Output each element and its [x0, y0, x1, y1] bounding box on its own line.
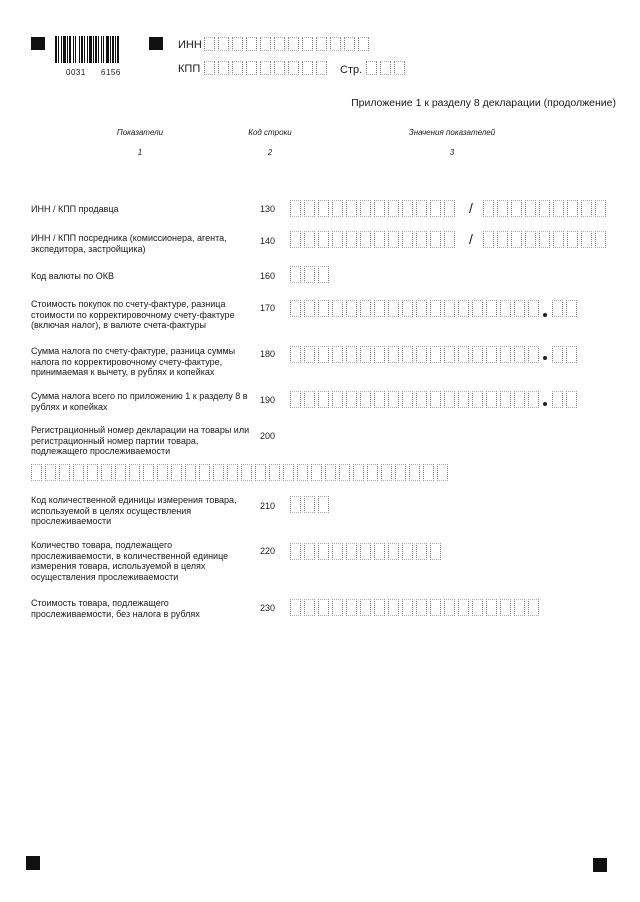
- page-number-field[interactable]: [366, 61, 408, 75]
- input-cell[interactable]: [552, 346, 563, 363]
- input-cell[interactable]: [595, 200, 606, 217]
- input-cell[interactable]: [430, 391, 441, 408]
- row-140-label: ИНН / КПП посредника (комиссионера, агента, экспедитора, застройщика): [31, 233, 227, 254]
- input-cell[interactable]: [528, 391, 539, 408]
- input-cell[interactable]: [380, 61, 391, 75]
- input-cell[interactable]: [402, 300, 413, 317]
- input-cell[interactable]: [566, 391, 577, 408]
- input-cell[interactable]: [332, 231, 343, 248]
- input-cell[interactable]: [304, 231, 315, 248]
- input-cell[interactable]: [444, 346, 455, 363]
- input-cell[interactable]: [402, 543, 413, 560]
- input-cell[interactable]: [458, 346, 469, 363]
- input-cell[interactable]: [290, 543, 301, 560]
- input-cell[interactable]: [514, 599, 525, 616]
- input-cell[interactable]: [444, 599, 455, 616]
- input-cell[interactable]: [288, 37, 299, 51]
- input-cell[interactable]: [539, 231, 550, 248]
- input-cell[interactable]: [318, 496, 329, 513]
- column-header-indicators: Показатели: [116, 128, 164, 137]
- input-cell[interactable]: [416, 200, 427, 217]
- input-cell[interactable]: [444, 231, 455, 248]
- input-cell[interactable]: [290, 266, 301, 283]
- input-cell[interactable]: [290, 496, 301, 513]
- input-cell[interactable]: [472, 391, 483, 408]
- row-200-label: Регистрационный номер декларации на товары или регистрационный номер партии товара, подлежащего прослеживаемости: [31, 425, 250, 456]
- input-cell[interactable]: [553, 200, 564, 217]
- input-cell[interactable]: [500, 599, 511, 616]
- input-cell[interactable]: [402, 391, 413, 408]
- input-cell[interactable]: [129, 464, 140, 481]
- row-180-fraction-field[interactable]: [552, 346, 580, 363]
- input-cell[interactable]: [290, 200, 301, 217]
- input-cell[interactable]: [430, 231, 441, 248]
- input-cell[interactable]: [511, 231, 522, 248]
- row-180-code: 180: [260, 349, 276, 359]
- row-140-code: 140: [260, 236, 276, 246]
- input-cell[interactable]: [332, 599, 343, 616]
- input-cell[interactable]: [204, 37, 215, 51]
- input-cell[interactable]: [595, 231, 606, 248]
- input-cell[interactable]: [358, 37, 369, 51]
- input-cell[interactable]: [528, 599, 539, 616]
- row-140-inn-field[interactable]: [290, 231, 458, 248]
- input-cell[interactable]: [552, 391, 563, 408]
- row-130-label: ИНН / КПП продавца: [31, 204, 119, 214]
- input-cell[interactable]: [290, 391, 301, 408]
- input-cell[interactable]: [486, 391, 497, 408]
- input-cell[interactable]: [346, 300, 357, 317]
- input-cell[interactable]: [304, 543, 315, 560]
- input-cell[interactable]: [430, 599, 441, 616]
- input-cell[interactable]: [409, 464, 420, 481]
- input-cell[interactable]: [346, 346, 357, 363]
- input-cell[interactable]: [483, 200, 494, 217]
- row-230-label: Стоимость товара, подлежащего прослеживаемости, без налога в рублях: [31, 598, 200, 619]
- barcode-number-right: 6156: [101, 68, 121, 77]
- input-cell[interactable]: [388, 543, 399, 560]
- input-cell[interactable]: [311, 464, 322, 481]
- input-cell[interactable]: [472, 599, 483, 616]
- row-140-separator: /: [469, 231, 473, 247]
- column-header-line-code: Код строки: [248, 128, 292, 137]
- row-220-code: 220: [260, 546, 276, 556]
- input-cell[interactable]: [274, 61, 285, 75]
- input-cell[interactable]: [346, 391, 357, 408]
- input-cell[interactable]: [500, 391, 511, 408]
- input-cell[interactable]: [514, 391, 525, 408]
- input-cell[interactable]: [511, 200, 522, 217]
- input-cell[interactable]: [388, 300, 399, 317]
- input-cell[interactable]: [45, 464, 56, 481]
- input-cell[interactable]: [283, 464, 294, 481]
- input-cell[interactable]: [444, 300, 455, 317]
- page-number-label: Стр.: [340, 64, 363, 76]
- input-cell[interactable]: [157, 464, 168, 481]
- input-cell[interactable]: [367, 464, 378, 481]
- input-cell[interactable]: [59, 464, 70, 481]
- input-cell[interactable]: [316, 61, 327, 75]
- input-cell[interactable]: [330, 37, 341, 51]
- row-190-code: 190: [260, 395, 276, 405]
- corner-marker-top-left: [31, 37, 45, 50]
- input-cell[interactable]: [444, 200, 455, 217]
- input-cell[interactable]: [185, 464, 196, 481]
- row-190-fraction-field[interactable]: [552, 391, 580, 408]
- input-cell[interactable]: [346, 200, 357, 217]
- input-cell[interactable]: [101, 464, 112, 481]
- row-180-decimal-point: [543, 356, 547, 360]
- input-cell[interactable]: [204, 61, 215, 75]
- input-cell[interactable]: [353, 464, 364, 481]
- input-cell[interactable]: [339, 464, 350, 481]
- input-cell[interactable]: [402, 599, 413, 616]
- input-cell[interactable]: [232, 37, 243, 51]
- row-170-integer-field[interactable]: [290, 300, 542, 317]
- input-cell[interactable]: [566, 346, 577, 363]
- row-180-label: Сумма налога по счету-фактуре, разница суммы налога по корректировочному счету-фактуре, принимаемая к вычету, в рублях и копейках: [31, 346, 236, 377]
- input-cell[interactable]: [430, 200, 441, 217]
- input-cell[interactable]: [87, 464, 98, 481]
- input-cell[interactable]: [227, 464, 238, 481]
- row-170-decimal-point: [543, 313, 547, 317]
- row-160-code: 160: [260, 271, 276, 281]
- input-cell[interactable]: [332, 300, 343, 317]
- column-header-values: Значения показателей: [408, 128, 496, 137]
- input-cell[interactable]: [360, 300, 371, 317]
- input-cell[interactable]: [360, 200, 371, 217]
- input-cell[interactable]: [552, 300, 563, 317]
- input-cell[interactable]: [325, 464, 336, 481]
- input-cell[interactable]: [290, 599, 301, 616]
- column-number-2: 2: [267, 148, 273, 157]
- input-cell[interactable]: [332, 391, 343, 408]
- corner-marker-bottom-right: [593, 858, 607, 872]
- input-cell[interactable]: [388, 346, 399, 363]
- input-cell[interactable]: [374, 231, 385, 248]
- input-cell[interactable]: [567, 231, 578, 248]
- input-cell[interactable]: [318, 200, 329, 217]
- corner-marker-top-right: [149, 37, 163, 50]
- input-cell[interactable]: [332, 543, 343, 560]
- input-cell[interactable]: [288, 61, 299, 75]
- row-160-label: Код валюты по ОКВ: [31, 271, 115, 281]
- input-cell[interactable]: [318, 391, 329, 408]
- input-cell[interactable]: [497, 200, 508, 217]
- row-210-label: Код количественной единицы измерения товара, используемой в целях осуществления прослеживаемости: [31, 495, 237, 526]
- input-cell[interactable]: [304, 200, 315, 217]
- input-cell[interactable]: [318, 300, 329, 317]
- input-cell[interactable]: [458, 391, 469, 408]
- row-210-code: 210: [260, 501, 276, 511]
- input-cell[interactable]: [246, 61, 257, 75]
- input-cell[interactable]: [318, 231, 329, 248]
- input-cell[interactable]: [115, 464, 126, 481]
- row-160-currency-field[interactable]: [290, 266, 332, 283]
- input-cell[interactable]: [388, 200, 399, 217]
- row-130-inn-field[interactable]: [290, 200, 458, 217]
- input-cell[interactable]: [416, 231, 427, 248]
- input-cell[interactable]: [255, 464, 266, 481]
- input-cell[interactable]: [218, 37, 229, 51]
- input-cell[interactable]: [402, 200, 413, 217]
- column-number-1: 1: [137, 148, 143, 157]
- input-cell[interactable]: [416, 300, 427, 317]
- input-cell[interactable]: [430, 543, 441, 560]
- input-cell[interactable]: [525, 231, 536, 248]
- input-cell[interactable]: [318, 266, 329, 283]
- input-cell[interactable]: [246, 37, 257, 51]
- column-number-3: 3: [449, 148, 455, 157]
- row-200-registration-number-field[interactable]: [31, 464, 451, 481]
- input-cell[interactable]: [514, 300, 525, 317]
- input-cell[interactable]: [269, 464, 280, 481]
- input-cell[interactable]: [486, 599, 497, 616]
- input-cell[interactable]: [486, 346, 497, 363]
- input-cell[interactable]: [388, 391, 399, 408]
- input-cell[interactable]: [318, 543, 329, 560]
- input-cell[interactable]: [458, 599, 469, 616]
- input-cell[interactable]: [366, 61, 377, 75]
- barcode-number-left: 0031: [66, 68, 86, 77]
- input-cell[interactable]: [73, 464, 84, 481]
- row-220-label: Количество товара, подлежащего прослеживаемости, в количественной единице измерения товара, используемой в целях осуществления прослеживаемости: [31, 540, 229, 582]
- input-cell[interactable]: [290, 346, 301, 363]
- input-cell[interactable]: [514, 346, 525, 363]
- input-cell[interactable]: [304, 346, 315, 363]
- input-cell[interactable]: [486, 300, 497, 317]
- input-cell[interactable]: [304, 266, 315, 283]
- input-cell[interactable]: [344, 37, 355, 51]
- page-subtitle: Приложение 1 к разделу 8 декларации (продолжение): [351, 97, 616, 109]
- input-cell[interactable]: [143, 464, 154, 481]
- input-cell[interactable]: [316, 37, 327, 51]
- input-cell[interactable]: [423, 464, 434, 481]
- row-170-code: 170: [260, 303, 276, 313]
- input-cell[interactable]: [290, 300, 301, 317]
- input-cell[interactable]: [525, 200, 536, 217]
- input-cell[interactable]: [581, 231, 592, 248]
- kpp-field[interactable]: [204, 61, 330, 75]
- row-230-code: 230: [260, 603, 276, 613]
- input-cell[interactable]: [388, 231, 399, 248]
- input-cell[interactable]: [290, 231, 301, 248]
- row-130-kpp-field[interactable]: [483, 200, 609, 217]
- input-cell[interactable]: [304, 496, 315, 513]
- input-cell[interactable]: [213, 464, 224, 481]
- input-cell[interactable]: [360, 543, 371, 560]
- row-200-code: 200: [260, 431, 276, 441]
- inn-field[interactable]: [204, 37, 372, 51]
- row-180-integer-field[interactable]: [290, 346, 542, 363]
- input-cell[interactable]: [500, 300, 511, 317]
- input-cell[interactable]: [374, 543, 385, 560]
- input-cell[interactable]: [483, 231, 494, 248]
- input-cell[interactable]: [500, 346, 511, 363]
- input-cell[interactable]: [374, 200, 385, 217]
- input-cell[interactable]: [304, 300, 315, 317]
- input-cell[interactable]: [318, 346, 329, 363]
- row-190-label: Сумма налога всего по приложению 1 к разделу 8 в рублях и копейках: [31, 391, 248, 412]
- input-cell[interactable]: [297, 464, 308, 481]
- input-cell[interactable]: [528, 300, 539, 317]
- input-cell[interactable]: [274, 37, 285, 51]
- inn-label: ИНН: [178, 39, 202, 51]
- input-cell[interactable]: [381, 464, 392, 481]
- input-cell[interactable]: [395, 464, 406, 481]
- input-cell[interactable]: [581, 200, 592, 217]
- input-cell[interactable]: [199, 464, 210, 481]
- input-cell[interactable]: [553, 231, 564, 248]
- input-cell[interactable]: [402, 346, 413, 363]
- input-cell[interactable]: [260, 61, 271, 75]
- input-cell[interactable]: [416, 391, 427, 408]
- input-cell[interactable]: [360, 599, 371, 616]
- input-cell[interactable]: [360, 231, 371, 248]
- row-220-quantity-field[interactable]: [290, 543, 444, 560]
- input-cell[interactable]: [374, 300, 385, 317]
- input-cell[interactable]: [416, 346, 427, 363]
- kpp-label: КПП: [178, 63, 201, 75]
- input-cell[interactable]: [458, 300, 469, 317]
- input-cell[interactable]: [416, 543, 427, 560]
- input-cell[interactable]: [171, 464, 182, 481]
- input-cell[interactable]: [218, 61, 229, 75]
- input-cell[interactable]: [388, 599, 399, 616]
- input-cell[interactable]: [528, 346, 539, 363]
- row-190-decimal-point: [543, 402, 547, 406]
- input-cell[interactable]: [430, 346, 441, 363]
- input-cell[interactable]: [346, 599, 357, 616]
- input-cell[interactable]: [31, 464, 42, 481]
- input-cell[interactable]: [402, 231, 413, 248]
- input-cell[interactable]: [346, 543, 357, 560]
- input-cell[interactable]: [374, 599, 385, 616]
- input-cell[interactable]: [302, 37, 313, 51]
- input-cell[interactable]: [332, 346, 343, 363]
- input-cell[interactable]: [374, 346, 385, 363]
- input-cell[interactable]: [437, 464, 448, 481]
- row-140-kpp-field[interactable]: [483, 231, 609, 248]
- input-cell[interactable]: [472, 346, 483, 363]
- row-170-fraction-field[interactable]: [552, 300, 580, 317]
- row-210-unit-code-field[interactable]: [290, 496, 332, 513]
- input-cell[interactable]: [444, 391, 455, 408]
- row-130-separator: /: [469, 200, 473, 216]
- row-230-cost-field[interactable]: [290, 599, 542, 616]
- row-190-integer-field[interactable]: [290, 391, 542, 408]
- input-cell[interactable]: [260, 37, 271, 51]
- input-cell[interactable]: [241, 464, 252, 481]
- input-cell[interactable]: [497, 231, 508, 248]
- input-cell[interactable]: [416, 599, 427, 616]
- input-cell[interactable]: [346, 231, 357, 248]
- page-barcode: [55, 36, 119, 63]
- input-cell[interactable]: [472, 300, 483, 317]
- input-cell[interactable]: [232, 61, 243, 75]
- corner-marker-bottom-left: [26, 856, 40, 870]
- input-cell[interactable]: [394, 61, 405, 75]
- input-cell[interactable]: [318, 599, 329, 616]
- row-170-label: Стоимость покупок по счету-фактуре, разница стоимости по корректировочному счету-фактуре (включая налог), в валюте счета-фактуры: [31, 299, 235, 330]
- input-cell[interactable]: [304, 599, 315, 616]
- row-130-code: 130: [260, 204, 276, 214]
- input-cell[interactable]: [360, 346, 371, 363]
- input-cell[interactable]: [304, 391, 315, 408]
- input-cell[interactable]: [539, 200, 550, 217]
- input-cell[interactable]: [374, 391, 385, 408]
- input-cell[interactable]: [332, 200, 343, 217]
- input-cell[interactable]: [302, 61, 313, 75]
- input-cell[interactable]: [430, 300, 441, 317]
- input-cell[interactable]: [567, 200, 578, 217]
- input-cell[interactable]: [360, 391, 371, 408]
- input-cell[interactable]: [566, 300, 577, 317]
